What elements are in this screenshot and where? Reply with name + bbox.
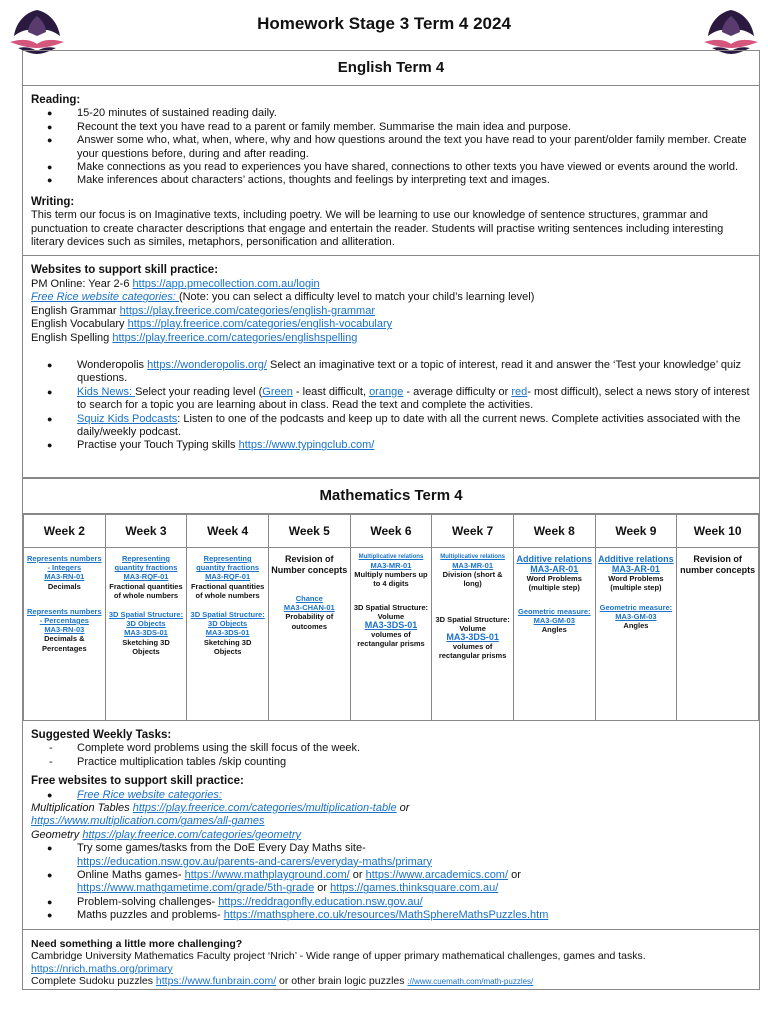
orange-level-link[interactable]: orange — [369, 385, 404, 398]
freerice-line: Free Rice website categories: (Note: you can select a difficulty level to match your child’s learning level) — [31, 291, 535, 304]
outcome-code[interactable]: MA3-GM-03 — [615, 611, 657, 621]
challenge-heading: Need something a little more challenging? — [31, 937, 243, 950]
topic-link[interactable]: Representing quantity fractions — [196, 554, 260, 573]
nrich-line: Cambridge University Mathematics Faculty project ‘Nrich’ - Wide range of upper primary mathematical challenges, games and tasks. https://nrich.maths.org/primary — [31, 950, 646, 975]
reddragonfly-link[interactable]: https://reddragonfly.education.nsw.gov.au/ — [218, 895, 423, 908]
outcome-code[interactable]: MA3-MR-01 — [452, 561, 494, 570]
week-6-cell: Multiplicative relations MA3-MR-01 Multiply numbers up to 4 digits 3D Spatial Structure: Volume MA3-3DS-01 volumes of rectangular prisms — [350, 548, 432, 721]
reading-heading: Reading: — [31, 94, 81, 106]
sudoku-line: Complete Sudoku puzzles https://www.funbrain.com/ or other brain logic puzzles ://www.cuemath.com/math-puzzles/ — [31, 975, 534, 988]
grammar-line: English Grammar https://play.freerice.com/categories/english-grammar — [31, 304, 375, 317]
spelling-link[interactable]: https://play.freerice.com/categories/englishspelling — [112, 331, 358, 344]
week-4-cell: Representing quantity fractions MA3-RQF-01 Fractional quantities of whole numbers 3D Spatial Structure: 3D Objects MA3-3DS-01 Sketching 3D Objects — [187, 548, 269, 721]
outcome-code[interactable]: MA3-RN-03 — [44, 625, 85, 635]
outcome-code[interactable]: MA3-GM-03 — [533, 615, 575, 625]
outcome-code[interactable]: MA3-AR-01 — [611, 564, 660, 574]
week-header: Week 3 — [105, 515, 187, 548]
list-item: ● Kids News: Select your reading level (Green - least difficult, orange - average difficulty or red- most difficult), select a news story of interest to search for a topic you are learning about in class. Read the text and complete the activities. — [77, 386, 751, 413]
topic-link[interactable]: Chance — [295, 594, 323, 603]
list-item: ● Squiz Kids Podcasts: Listen to one of the podcasts and keep up to date with all the current news. Complete activities associated with the daily/weekly podcast. — [77, 413, 751, 440]
english-section — [22, 50, 760, 478]
geometry-link[interactable]: https://play.freerice.com/categories/geometry — [82, 828, 302, 841]
topic-link[interactable]: Multiplicative relations — [440, 554, 505, 560]
outcome-code[interactable]: MA3-MR-01 — [370, 561, 412, 570]
topic-link[interactable]: Additive relations — [598, 554, 674, 564]
outcome-code[interactable]: MA3-RN-01 — [44, 572, 85, 582]
week-9-cell: Additive relations MA3-AR-01 Word Problems (multiple step) Geometric measure: MA3-GM-03 Angles — [595, 548, 677, 721]
tasks-section — [23, 721, 759, 929]
week-3-cell: Representing quantity fractions MA3-RQF-01 Fractional quantities of whole numbers 3D Spatial Structure: 3D Objects MA3-3DS-01 Sketching 3D Objects — [105, 548, 187, 721]
red-level-link[interactable]: red — [511, 385, 528, 398]
spelling-line: English Spelling https://play.freerice.com/categories/englishspelling — [31, 331, 358, 344]
week-header: Week 2 — [24, 515, 106, 548]
websites-heading: Websites to support skill practice: — [31, 264, 219, 277]
list-item: ● Answer some who, what, when, where, why and how questions around the text you have read to your parent/older family member. Create your questions before, during and after reading. — [77, 134, 751, 161]
list-item: ● Make connections as you read to experiences you have shared, connections to other texts you have viewed or events around the world. — [77, 161, 751, 174]
list-item: - Complete word problems using the skill focus of the week. — [77, 742, 751, 755]
list-item — [77, 789, 751, 802]
outcome-code[interactable]: MA3-3DS-01 — [364, 620, 418, 631]
outcome-code[interactable]: MA3-RQF-01 — [123, 572, 169, 582]
week-header: Week 5 — [268, 515, 350, 548]
mult-line: Multiplication Tables https://play.freerice.com/categories/multiplication-table or — [31, 802, 410, 815]
geometry-line: Geometry https://play.freerice.com/categories/geometry — [31, 828, 302, 841]
outcome-code[interactable]: MA3-AR-01 — [530, 564, 579, 574]
english-title: English Term 4 — [23, 51, 759, 86]
outcome-code[interactable]: MA3-RQF-01 — [205, 572, 251, 582]
maths-section — [22, 478, 760, 990]
websites-section — [23, 256, 759, 458]
writing-text: This term our focus is on Imaginative texts, including poetry. We will be learning to use our knowledge of sentence structures, grammar and punctuation to create character descriptions that engage and entertain the reader. Students will practise writing sentences including interesting literary devices such as similes, metaphors, personification and alliteration. — [31, 209, 724, 249]
topic-link[interactable]: 3D Spatial Structure: 3D Objects — [190, 610, 265, 629]
writing-heading: Writing: — [31, 195, 75, 208]
nrich-link[interactable]: https://nrich.maths.org/primary — [31, 962, 173, 975]
wonderopolis-link[interactable]: https://wonderopolis.org/ — [147, 358, 267, 371]
week-2-cell: Represents numbers - Integers MA3-RN-01 Decimals Represents numbers - Percentages MA3-RN-03 Decimals & Percentages — [24, 548, 106, 721]
list-item: ● Maths puzzles and problems- https://mathsphere.co.uk/resources/MathSphereMathsPuzzles.htm — [77, 909, 751, 922]
kids-news-link[interactable]: Kids News: — [77, 385, 136, 398]
list-item: ● Try some games/tasks from the DoE Every Day Maths site- https://education.nsw.gov.au/parents-and-carers/everyday-maths/primary — [77, 842, 751, 869]
week-header: Week 10 — [677, 515, 759, 548]
week-header: Week 9 — [595, 515, 677, 548]
mathsphere-link[interactable]: https://mathsphere.co.uk/resources/MathSphereMathsPuzzles.htm — [223, 909, 549, 922]
freerice-link[interactable]: Free Rice website categories: — [77, 788, 222, 801]
list-item: - Practice multiplication tables /skip counting — [77, 756, 751, 769]
mult-line-2 — [31, 815, 751, 828]
doe-link[interactable]: https://education.nsw.gov.au/parents-and-carers/everyday-maths/primary — [77, 855, 433, 868]
list-item: ● Wonderopolis https://wonderopolis.org/ Select an imaginative text or a topic of interest, read it and answer the ‘Test your knowledge’ quiz questions. — [77, 359, 751, 386]
topic-link[interactable]: Multiplicative relations — [358, 554, 424, 560]
outcome-code[interactable]: MA3-3DS-01 — [205, 628, 250, 638]
pm-online-line: PM Online: Year 2-6 https://app.pmecollection.com.au/login — [31, 277, 320, 290]
topic-link[interactable]: 3D Spatial Structure: 3D Objects — [108, 610, 184, 629]
mathplayground-link[interactable]: https://www.mathplayground.com/ — [184, 869, 350, 882]
challenge-section — [23, 930, 759, 995]
week-7-cell: Multiplicative relations MA3-MR-01 Division (short & long) 3D Spatial Structure: Volume MA3-3DS-01 volumes of rectangular prisms — [432, 548, 514, 721]
outcome-code[interactable]: MA3-3DS-01 — [124, 628, 168, 638]
green-level-link[interactable]: Green — [262, 385, 293, 398]
pm-online-link[interactable]: https://app.pmecollection.com.au/login — [132, 277, 320, 290]
mult-link[interactable]: https://play.freerice.com/categories/multiplication-table — [132, 802, 397, 815]
topic-link[interactable]: Represents numbers - Integers — [27, 554, 102, 573]
weekly-schedule-table — [23, 514, 759, 721]
list-item: ● Online Maths games- https://www.mathplayground.com/ or https://www.arcademics.com/ or https://www.mathgametime.com/grade/5th-grade or https://games.thinksquare.com.au/ — [77, 869, 751, 896]
week-10-cell: Revision of number concepts — [677, 548, 759, 721]
topic-link[interactable]: Additive relations — [516, 554, 593, 564]
freerice-link[interactable]: Free Rice website categories: — [31, 291, 179, 304]
week-header: Week 4 — [187, 515, 269, 548]
thinksquare-link[interactable]: https://games.thinksquare.com.au/ — [330, 882, 499, 895]
cuemath-link[interactable]: ://www.cuemath.com/math-puzzles/ — [407, 977, 534, 987]
outcome-code[interactable]: MA3-CHAN-01 — [283, 603, 335, 613]
topic-link[interactable]: Representing quantity fractions — [114, 554, 178, 573]
vocab-line: English Vocabulary https://play.freerice.com/categories/english-vocabulary — [31, 318, 393, 331]
list-item: ● Problem-solving challenges- https://reddragonfly.education.nsw.gov.au/ — [77, 896, 751, 909]
topic-link[interactable]: Represents numbers - Percentages — [27, 606, 102, 626]
topic-link[interactable]: Geometric measure: — [517, 606, 591, 616]
typingclub-link[interactable]: https://www.typingclub.com/ — [238, 439, 375, 452]
arcademics-link[interactable]: https://www.arcademics.com/ — [365, 869, 509, 882]
list-item: ● Recount the text you have read to a parent or family member. Summarise the main idea and purpose. — [77, 121, 751, 134]
week-header: Week 8 — [513, 515, 595, 548]
list-item: ● Practise your Touch Typing skills https://www.typingclub.com/ — [77, 439, 751, 452]
vocab-link[interactable]: https://play.freerice.com/categories/english-vocabulary — [127, 318, 393, 331]
list-item: ● 15-20 minutes of sustained reading daily. — [77, 107, 751, 120]
week-header: Week 7 — [432, 515, 514, 548]
week-5-cell: Revision of Number concepts Chance MA3-CHAN-01 Probability of outcomes — [268, 548, 350, 721]
grammar-link[interactable]: https://play.freerice.com/categories/english-grammar — [119, 304, 375, 317]
funbrain-link[interactable]: https://www.funbrain.com/ — [155, 975, 277, 988]
week-header: Week 6 — [350, 515, 432, 548]
page-title: Homework Stage 3 Term 4 2024 — [257, 14, 511, 33]
topic-link[interactable]: Geometric measure: — [599, 602, 673, 612]
mult-link-2[interactable]: https://www.multiplication.com/games/all-games — [31, 815, 265, 828]
mathgametime-link[interactable]: https://www.mathgametime.com/grade/5th-grade — [77, 882, 315, 895]
maths-title: Mathematics Term 4 — [23, 479, 759, 514]
free-websites-heading: Free websites to support skill practice: — [31, 775, 244, 788]
reading-section — [23, 86, 759, 255]
week-8-cell: Additive relations MA3-AR-01 Word Problems (multiple step) Geometric measure: MA3-GM-03 Angles — [513, 548, 595, 721]
outcome-code[interactable]: MA3-3DS-01 — [446, 632, 499, 643]
squiz-kids-link[interactable]: Squiz Kids Podcasts — [77, 412, 178, 425]
list-item: ● Make inferences about characters’ actions, thoughts and feelings by interpreting text and images. — [77, 174, 751, 187]
tasks-heading: Suggested Weekly Tasks: — [31, 729, 172, 741]
